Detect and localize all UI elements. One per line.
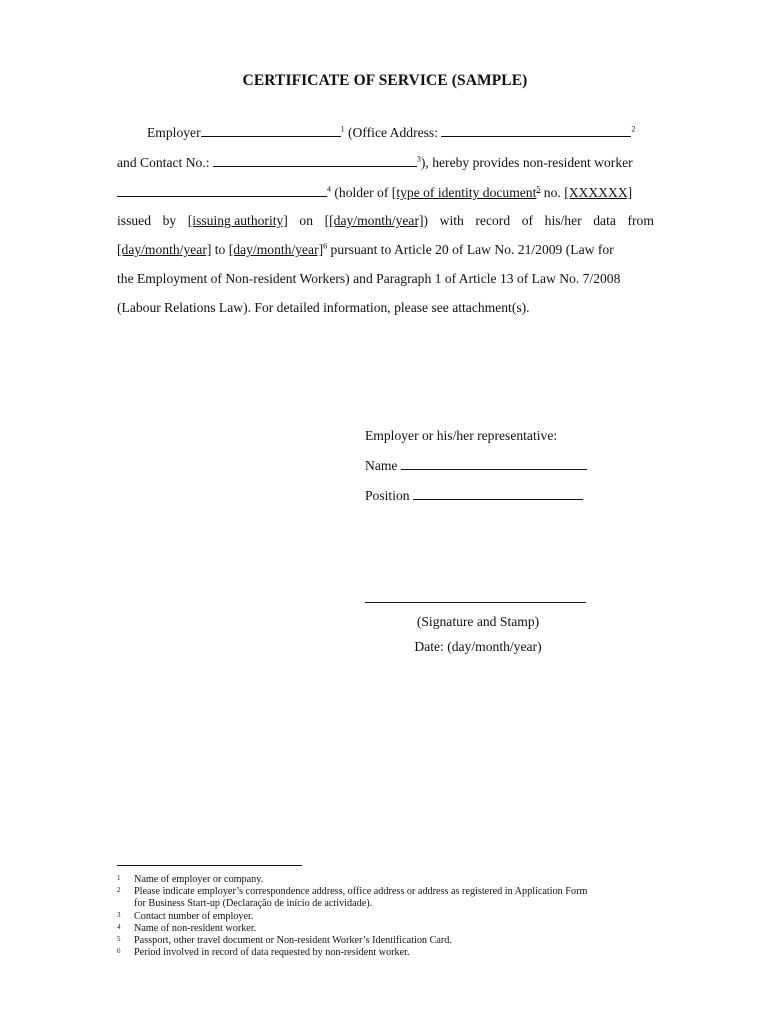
word-issued: issued [117, 213, 151, 228]
word-record: record [475, 213, 511, 228]
date-label: Date: (day/month/year) [414, 639, 542, 654]
body-line-period [117, 242, 654, 258]
word-data: data [593, 213, 616, 228]
footnote-text: Name of employer or company. [134, 874, 264, 885]
worker-name-blank[interactable] [117, 184, 327, 197]
body-line-law: the Employment of Non-resident Workers) and Paragraph 1 of Article 13 of Law No. 7/2008 [117, 271, 621, 286]
footnote-ref-2: 2 [631, 124, 636, 134]
holder-label: (holder of [334, 185, 389, 200]
position-label: Position [365, 488, 410, 503]
word-by: by [162, 213, 177, 228]
office-address-label: (Office Address: [348, 125, 438, 140]
period-end-date: [day/month/year] [228, 242, 324, 257]
position-row [365, 487, 583, 504]
word-to: to [214, 242, 226, 257]
employer-label: Employer [147, 125, 201, 140]
footnote-1 [117, 874, 662, 886]
no-label: no. [543, 185, 561, 200]
signature-stamp-label: (Signature and Stamp) [416, 614, 540, 629]
name-blank[interactable] [401, 457, 587, 470]
footnote-4 [117, 923, 662, 935]
footnote-2 [117, 886, 662, 911]
footnote-number: 5 [117, 935, 121, 943]
body-line-worker [117, 184, 654, 201]
body-line-contact [117, 154, 654, 171]
document-title: CERTIFICATE OF SERVICE (SAMPLE) [242, 72, 528, 89]
representative-label: Employer or his/her representative: [365, 428, 558, 443]
footnote-ref-4: 4 [327, 184, 331, 194]
word-on: on [299, 213, 314, 228]
footnote-ref-1: 1 [340, 124, 345, 134]
close-paren: ) [423, 213, 429, 228]
footnote-text-continued: for Business Start-up (Declaração de início de actividade). [134, 898, 373, 910]
footnote-3 [117, 911, 662, 923]
footnote-text: Period involved in record of data requested by non-resident worker. [134, 947, 410, 958]
footnote-5 [117, 935, 662, 947]
contact-label: and Contact No.: [117, 155, 210, 170]
word-with: with [439, 213, 464, 228]
footnote-number: 2 [117, 886, 121, 894]
name-row [365, 457, 587, 474]
footnote-6 [117, 947, 662, 959]
issue-date: [day/month/year] [329, 213, 424, 228]
identity-document-type: [type of identity document [391, 185, 537, 200]
period-start-date: [day/month/year] [117, 242, 212, 257]
footnote-text: Name of non-resident worker. [134, 923, 257, 934]
word-of: of [521, 213, 534, 228]
name-label: Name [365, 458, 398, 473]
footnote-ref-5: 5 [536, 184, 541, 194]
footnote-number: 3 [117, 911, 121, 919]
signature-line[interactable] [365, 602, 586, 603]
footnote-number: 4 [117, 923, 121, 931]
footnote-text: Contact number of employer. [134, 911, 254, 922]
office-address-blank[interactable] [441, 124, 631, 137]
footnote-divider [117, 865, 302, 866]
contact-blank[interactable] [213, 154, 417, 167]
period-rest: pursuant to Article 20 of Law No. 21/2009 (Law for [330, 242, 614, 257]
footnote-text: Please indicate employer’s correspondence address, office address or address as registered in Application Form [134, 886, 588, 897]
body-line-attachments: (Labour Relations Law). For detailed information, please see attachment(s). [117, 300, 530, 315]
body-line-issued [117, 213, 654, 229]
contact-rest: ), hereby provides non-resident worker [420, 155, 633, 170]
word-his-her: his/her [544, 213, 582, 228]
footnote-text: Passport, other travel document or Non-resident Worker’s Identification Card. [134, 935, 452, 946]
employer-blank[interactable] [201, 124, 341, 137]
footnote-number: 1 [117, 874, 121, 882]
word-from: from [627, 213, 654, 228]
body-line-employer [147, 124, 657, 141]
document-number: [XXXXXX] [564, 185, 633, 200]
footnote-ref-6: 6 [323, 241, 328, 251]
footnote-ref-3: 3 [416, 154, 421, 164]
issue-date-group: [[day/month/year]) [324, 213, 429, 228]
position-blank[interactable] [413, 487, 583, 500]
issuing-authority: [issuing authority] [187, 213, 288, 228]
footnote-number: 6 [117, 947, 121, 955]
